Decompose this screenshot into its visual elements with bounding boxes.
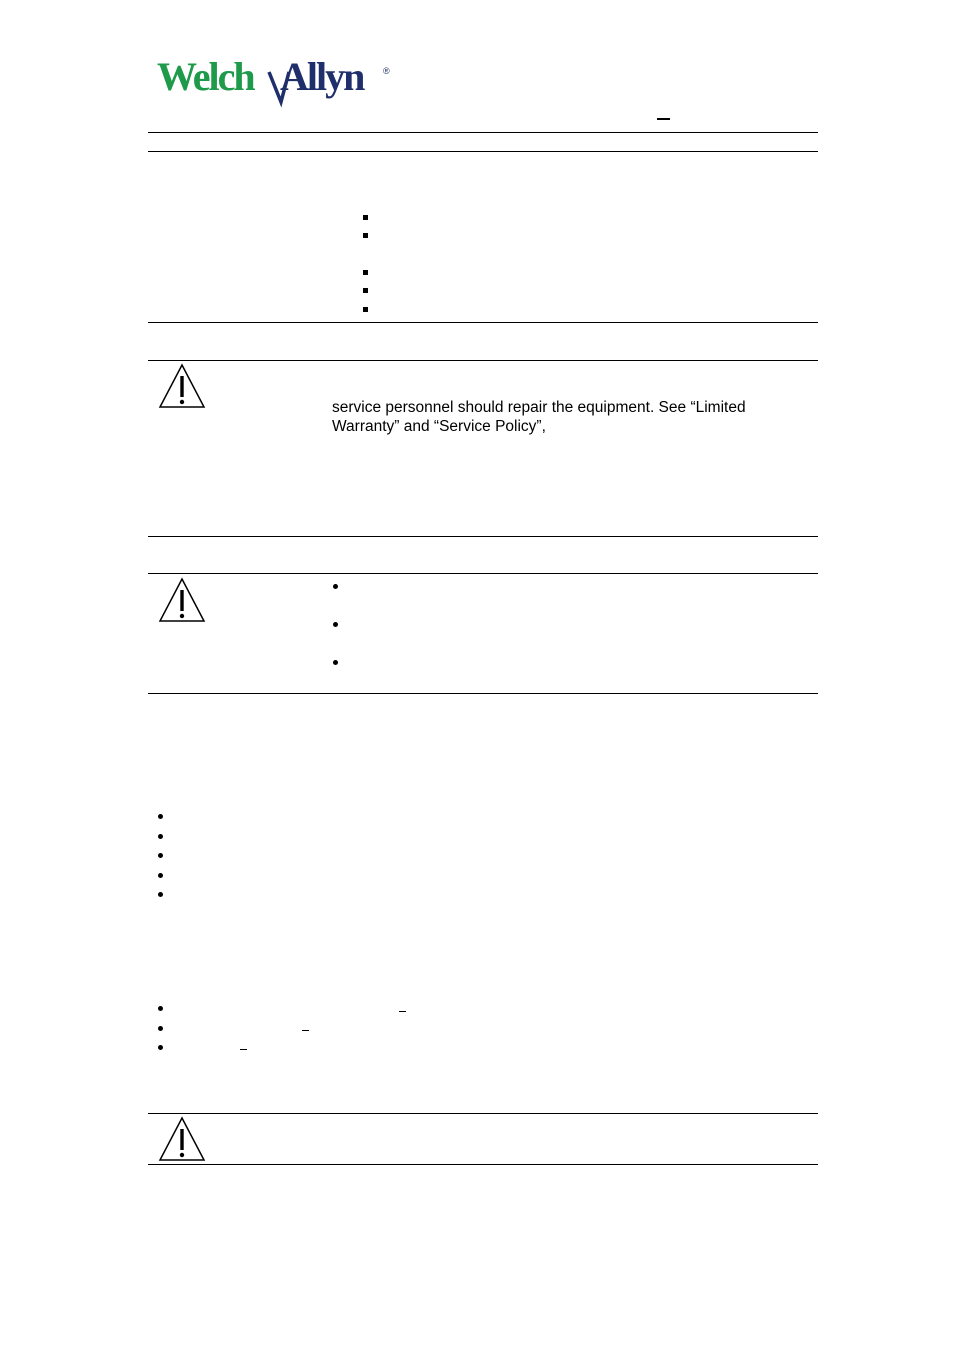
square-bullet [363, 215, 368, 220]
round-bullet [333, 622, 338, 627]
caution-rule-bottom [148, 536, 818, 537]
list-dash [302, 1030, 309, 1031]
header-rule-bottom [148, 151, 818, 152]
footer-warning-rule-top [148, 1113, 818, 1114]
round-bullet [158, 814, 163, 819]
caution-text-line-2: Warranty” and “Service Policy”, [332, 418, 546, 435]
header-rule-top [148, 132, 818, 133]
caution-rule-top [148, 360, 818, 361]
round-bullet [158, 892, 163, 897]
caution-text [332, 398, 746, 436]
warning-triangle-icon [158, 577, 206, 623]
square-bullet [363, 307, 368, 312]
square-bullet [363, 270, 368, 275]
round-bullet [158, 853, 163, 858]
footer-warning-rule-bottom [148, 1164, 818, 1165]
caution-text-line-1: service personnel should repair the equipment. See “Limited [332, 399, 746, 416]
round-bullet [158, 1026, 163, 1031]
square-bullet [363, 288, 368, 293]
list-dash [399, 1011, 406, 1012]
warning-triangle-icon [158, 363, 206, 409]
welch-allyn-logo [157, 52, 397, 110]
svg-text:®: ® [383, 66, 390, 76]
round-bullet [158, 834, 163, 839]
round-bullet [158, 873, 163, 878]
section-rule [148, 322, 818, 323]
svg-text:Allyn: Allyn [280, 54, 364, 99]
svg-text:Welch: Welch [157, 54, 254, 99]
warning-triangle-icon [158, 1116, 206, 1162]
warning-rule-bottom [148, 693, 818, 694]
list-dash [240, 1049, 247, 1050]
warning-rule-top [148, 573, 818, 574]
round-bullet [158, 1006, 163, 1011]
round-bullet [333, 584, 338, 589]
header-dash [657, 118, 670, 120]
round-bullet [333, 660, 338, 665]
square-bullet [363, 233, 368, 238]
round-bullet [158, 1045, 163, 1050]
